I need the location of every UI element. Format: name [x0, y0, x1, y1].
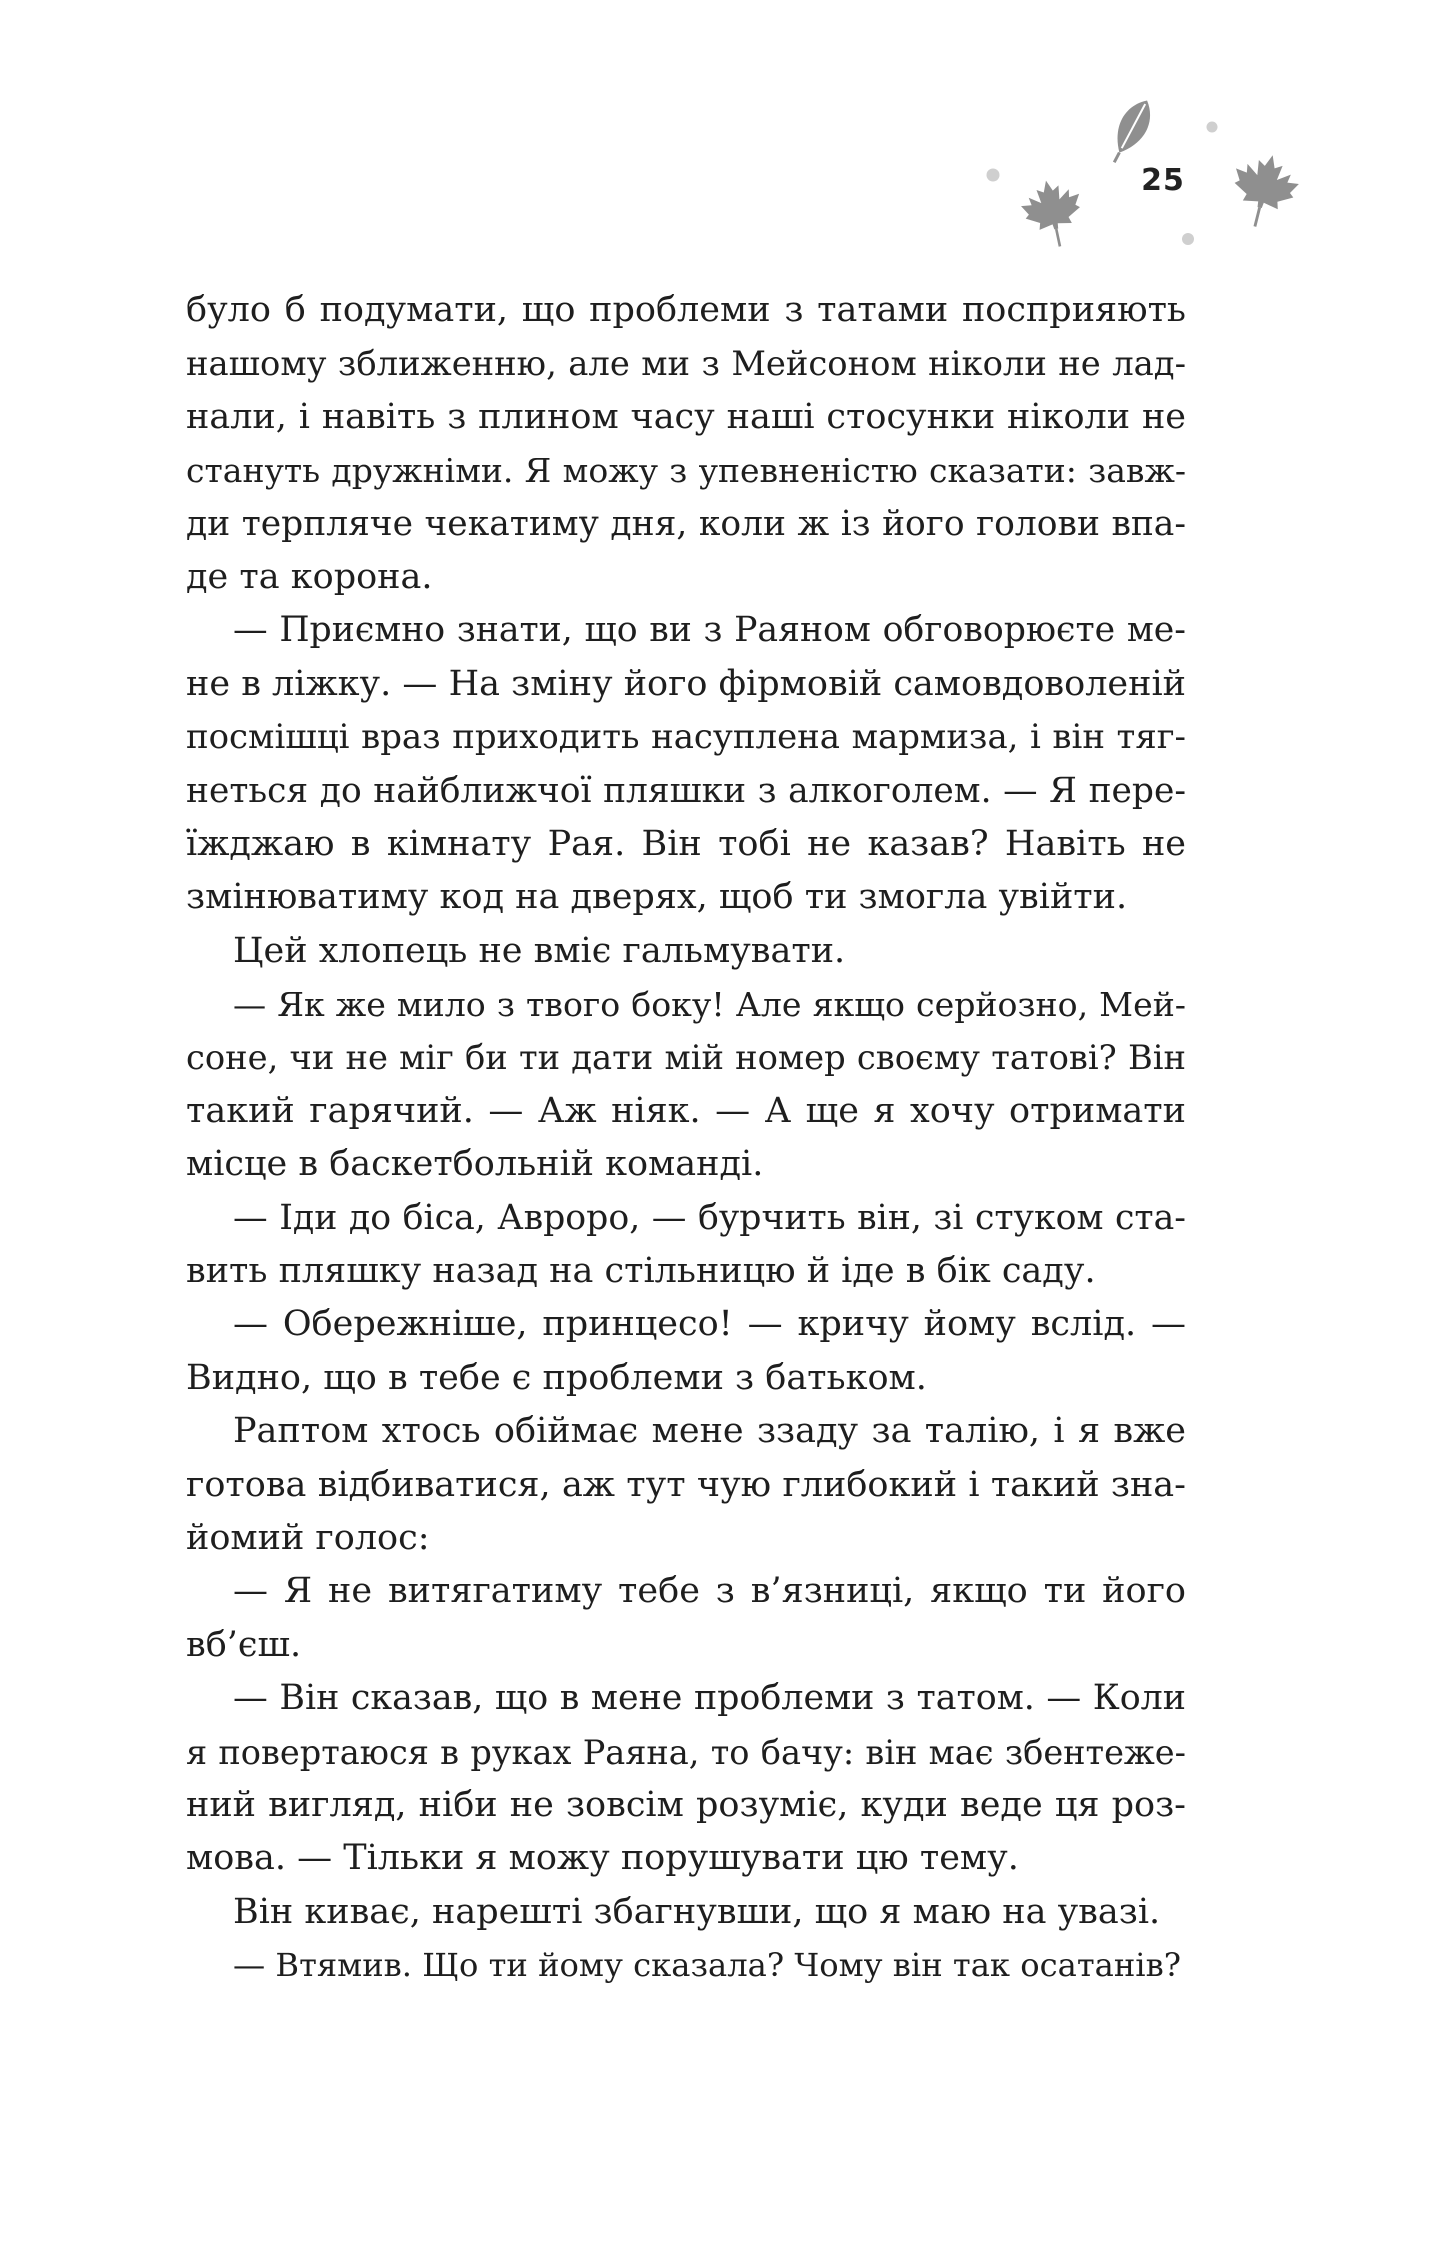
text-line: такий гарячий. — Аж ніяк. — А ще я хочу отримати: [186, 1090, 1186, 1131]
text-line: Цей хлопець не вміє гальмувати.: [233, 930, 846, 971]
page-number: 25: [1141, 163, 1185, 198]
text-line: змінюватиму код на дверях, щоб ти змогла увійти.: [186, 877, 1128, 918]
dot-icon: [987, 169, 1000, 182]
body-text: [186, 284, 1186, 1993]
text-line: — Він сказав, що в мене проблеми з татом. — Коли: [233, 1678, 1186, 1719]
text-line: Видно, що в тебе є проблеми з батьком.: [186, 1357, 927, 1398]
text-line: Раптом хтось обіймає мене ззаду за талію, і я вже: [233, 1411, 1186, 1452]
text-line: — Я не витягатиму тебе з в’язниці, якщо ти його: [233, 1571, 1186, 1612]
text-line: готова відбиватися, аж тут чую глибокий і такий зна-: [186, 1464, 1186, 1505]
text-line: вить пляшку назад на стільницю й іде в бік саду.: [186, 1251, 1096, 1292]
text-line: — Втямив. Що ти йому сказала? Чому він так осатанів?: [233, 1946, 1181, 1985]
text-line: — Іди до біса, Авроро, — бурчить він, зі стуком ста-: [233, 1197, 1186, 1238]
text-line: де та корона.: [186, 556, 433, 597]
text-line: вб’єш.: [186, 1624, 302, 1665]
text-line: посмішці враз приходить насуплена мармиза, і він тяг-: [186, 717, 1186, 758]
text-line: стануть дружніми. Я можу з упевненістю сказати: завж-: [186, 451, 1186, 491]
text-line: — Обережніше, принцесо! — кричу йому вслід. —: [233, 1304, 1186, 1345]
header-decoration: [0, 0, 1445, 280]
maple-leaf-icon: [1017, 174, 1089, 252]
text-line: соне, чи не міг би ти дати мій номер своєму татові? Він: [186, 1038, 1186, 1078]
text-line: нашому зближенню, але ми з Мейсоном ніколи не лад-: [186, 344, 1186, 384]
text-line: йомий голос:: [186, 1517, 430, 1558]
text-line: я повертаюся в руках Раяна, то бачу: він має збентеже-: [186, 1732, 1186, 1772]
text-line: — Приємно знати, що ви з Раяном обговорюєте ме-: [233, 610, 1186, 651]
maple-leaf-icon: [1223, 147, 1304, 234]
text-line: їжджаю в кімнату Рая. Він тобі не казав? Навіть не: [186, 823, 1186, 864]
birch-leaf-icon: [1102, 94, 1159, 168]
dot-icon: [1182, 233, 1194, 245]
dot-icon: [1207, 122, 1218, 133]
text-line: не в ліжку. — На зміну його фірмовій самовдоволеній: [186, 663, 1186, 704]
text-line: неться до найближчої пляшки з алкоголем. — Я пере-: [186, 770, 1186, 811]
text-line: мова. — Тільки я можу порушувати цю тему.: [186, 1838, 1019, 1879]
text-line: — Як же мило з твого боку! Але якщо серйозно, Мей-: [233, 985, 1186, 1025]
text-line: місце в баскетбольній команді.: [186, 1144, 764, 1185]
text-line: нали, і навіть з плином часу наші стосунки ніколи не: [186, 396, 1186, 437]
text-line: Він киває, нарешті збагнувши, що я маю на увазі.: [233, 1891, 1161, 1932]
text-line: було б подумати, що проблеми з татами посприяють: [186, 290, 1186, 330]
text-line: ний вигляд, ніби не зовсім розуміє, куди веде ця роз-: [186, 1784, 1186, 1825]
text-line: ди терпляче чекатиму дня, коли ж із його голови впа-: [186, 503, 1186, 544]
